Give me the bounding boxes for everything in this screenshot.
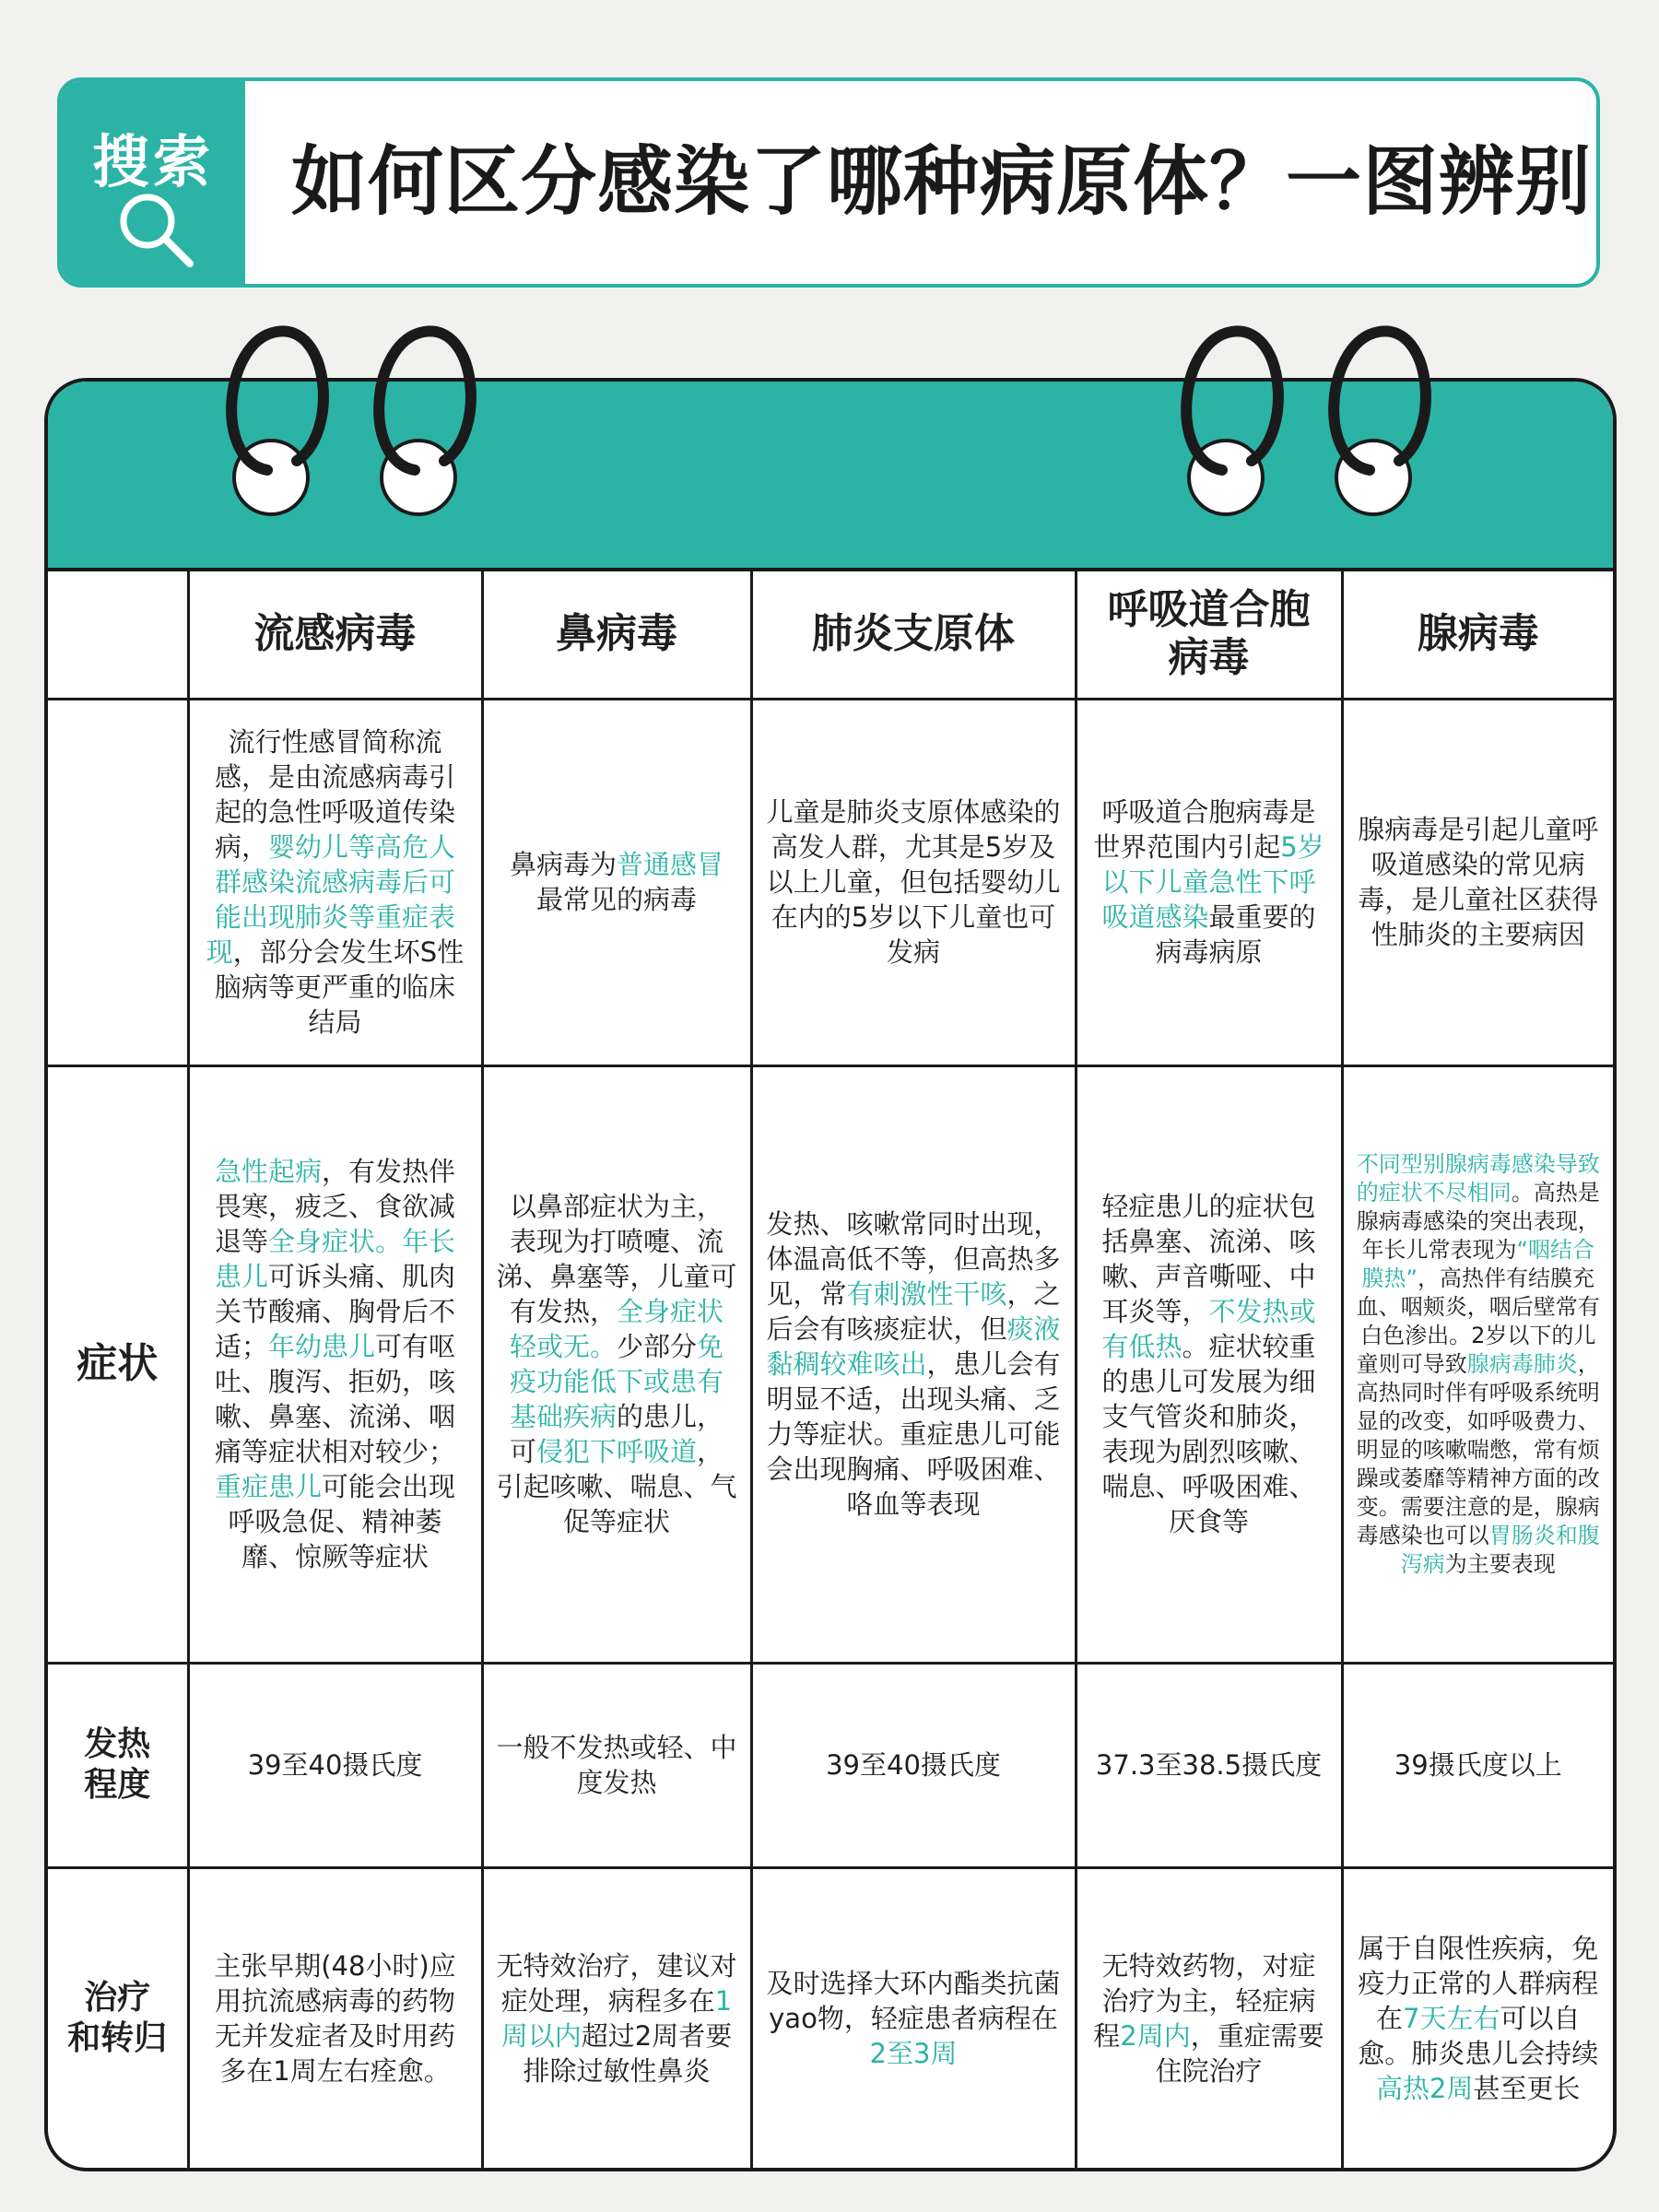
cell-text: 流行性感冒简称流 bbox=[228, 726, 442, 758]
column-header-line: 流感病毒 bbox=[253, 610, 417, 658]
table-cell bbox=[1342, 699, 1613, 1065]
cell-text: 症患儿可能会出现 bbox=[766, 1418, 1061, 1485]
cell-text: 生坏S性脑病等更严 bbox=[214, 936, 465, 1003]
cell-text: 及时选择大环内酯 bbox=[766, 1967, 981, 1999]
cell-text: 痊愈。 bbox=[370, 2054, 451, 2087]
cell-text: 应用抗流感病毒的 bbox=[214, 1949, 456, 2017]
row-header bbox=[48, 1663, 188, 1867]
highlight-text: 儿 bbox=[348, 1331, 376, 1362]
cell-text: 咳嗽、喘息、呼吸 bbox=[1101, 1436, 1316, 1502]
cell-text: 排除过敏性鼻炎 bbox=[523, 2054, 711, 2087]
cell-text: 无特效治疗，建议对 bbox=[496, 1949, 737, 1982]
highlight-text: 年幼患 bbox=[267, 1331, 348, 1362]
header-row bbox=[48, 571, 1613, 699]
highlight-text: 胃肠炎和腹泻病 bbox=[1400, 1522, 1600, 1577]
cell-text: 充血、咽颊炎，咽后壁 bbox=[1356, 1265, 1594, 1320]
table-cell bbox=[188, 1065, 482, 1663]
cell-text: 痛、肌肉关节酸痛、 bbox=[214, 1261, 456, 1327]
cell-text: 最常见的病毒 bbox=[535, 884, 697, 915]
table-cell bbox=[188, 699, 482, 1065]
highlight-text: 高热2周 bbox=[1376, 2072, 1474, 2104]
row-header bbox=[48, 699, 188, 1065]
highlight-text: 全身症状。 bbox=[267, 1226, 402, 1257]
cell-text: 染病， bbox=[214, 796, 456, 863]
cell-text: 37.3至38.5摄氏度 bbox=[1095, 1749, 1323, 1781]
cell-text: 童，但包括婴幼儿在 bbox=[771, 866, 1061, 933]
table-cell bbox=[751, 1867, 1076, 2168]
highlight-text: 痰液黏 bbox=[766, 1313, 1061, 1380]
table-cell bbox=[751, 699, 1076, 1065]
highlight-text: 膜热” bbox=[1361, 1265, 1418, 1291]
table-cell bbox=[482, 1663, 751, 1867]
cell-text: 一般不发热或轻、中 bbox=[496, 1732, 737, 1763]
magnifier-icon bbox=[116, 190, 195, 269]
cell-text: 为细支气管炎和 bbox=[1101, 1366, 1316, 1432]
cell-text: 群病程在 bbox=[1376, 1967, 1599, 2034]
cell-text: ，有发热 bbox=[321, 1156, 429, 1187]
row-header-line: 程度 bbox=[84, 1766, 151, 1804]
row-header-line: 发热 bbox=[84, 1725, 151, 1763]
cell-text: 疗为主，轻症病程 bbox=[1093, 1984, 1316, 2052]
cell-text: 的患儿， bbox=[617, 1401, 724, 1432]
cell-text: ，高热同时 bbox=[1356, 1350, 1600, 1406]
table-cell bbox=[751, 1065, 1076, 1663]
cell-text: 度发热 bbox=[576, 1767, 657, 1798]
highlight-text: 病毒肺炎 bbox=[1488, 1350, 1578, 1377]
cell-text: 困难、厌食等 bbox=[1168, 1471, 1316, 1537]
cell-text: 肺炎，表现为剧烈 bbox=[1101, 1401, 1316, 1467]
cell-text: 童社区获得性肺 bbox=[1371, 884, 1599, 950]
binder-ring-icon bbox=[1316, 323, 1441, 516]
highlight-text: 导致的症状不尽相 bbox=[1356, 1150, 1600, 1206]
table-cell bbox=[1076, 1867, 1342, 2168]
highlight-text: 重症患儿 bbox=[214, 1471, 322, 1502]
highlight-text: 7天左右 bbox=[1403, 2002, 1500, 2034]
highlight-text: 周内 bbox=[1136, 2019, 1191, 2052]
cell-text: 显的咳嗽喘憋，常有 bbox=[1378, 1436, 1578, 1463]
cell-text: 原 bbox=[1235, 936, 1263, 968]
cell-text: 症处理，病程多在 bbox=[500, 1984, 715, 2017]
highlight-text: 免 bbox=[697, 1331, 724, 1362]
cell-text: 染的突出表现，年长 bbox=[1361, 1207, 1600, 1263]
cell-text: ， bbox=[697, 1436, 724, 1467]
cell-text: 类抗菌yao物，轻症 bbox=[769, 1967, 1061, 2034]
binder-ring-icon bbox=[361, 323, 487, 516]
cell-text: 下的儿童则可导致 bbox=[1356, 1322, 1596, 1377]
cell-text: 起的急性呼吸道传 bbox=[214, 796, 429, 828]
cell-text: 涕、鼻塞等，儿童可 bbox=[496, 1261, 737, 1292]
table-cell bbox=[751, 1663, 1076, 1867]
cell-text: 可发病 bbox=[886, 901, 1056, 968]
cell-text: 面的改变。需要注意 bbox=[1356, 1465, 1600, 1520]
highlight-text: 婴幼儿等高危 bbox=[267, 831, 429, 863]
cell-text: 胸骨后不适； bbox=[214, 1296, 456, 1362]
comparison-table bbox=[48, 571, 1613, 2168]
highlight-text: 普通感冒 bbox=[617, 849, 724, 880]
column-header-line: 肺炎支原体 bbox=[812, 610, 1015, 658]
cell-text: 咳痰症状，但 bbox=[846, 1313, 1007, 1345]
cell-text: 咳嗽、声音嘶哑、 bbox=[1101, 1226, 1316, 1292]
highlight-text: 或有低热 bbox=[1101, 1296, 1316, 1362]
cell-text: 免疫力正常的人 bbox=[1358, 1932, 1599, 1999]
cell-text: 伴畏寒，疲乏、食欲 bbox=[214, 1156, 456, 1222]
highlight-text: 急性起病 bbox=[214, 1156, 322, 1187]
cell-text: 可能会出现呼吸急 bbox=[228, 1471, 456, 1537]
cell-text: 最重要的病毒病 bbox=[1155, 901, 1316, 968]
cell-text: 药物无并发症者及 bbox=[214, 1984, 456, 2052]
highlight-text: “咽结合 bbox=[1516, 1236, 1594, 1263]
column-header bbox=[188, 571, 482, 699]
highlight-text: 激性干咳 bbox=[900, 1278, 1007, 1310]
cell-text: 患者病程在 bbox=[924, 2002, 1058, 2034]
cell-text: 可 bbox=[509, 1436, 536, 1467]
row-header-line: 治疗 bbox=[84, 1978, 151, 2017]
cell-text: 减退等 bbox=[214, 1191, 456, 1257]
cell-text: 39摄氏度以上 bbox=[1394, 1749, 1562, 1781]
cell-text: 为主要表现 bbox=[1444, 1550, 1556, 1577]
cell-text: 发热、咳嗽常同时出 bbox=[766, 1208, 1007, 1240]
table-cell bbox=[482, 1065, 751, 1663]
cell-text: 引起咳嗽、喘息、气 bbox=[496, 1471, 737, 1502]
cell-text: 现，体温高低不等， bbox=[766, 1208, 1061, 1275]
cell-text: 无特效药物，对症治 bbox=[1101, 1949, 1316, 2017]
cell-text: 时用药多在1周左右 bbox=[219, 2019, 456, 2087]
highlight-text: 不发热 bbox=[1208, 1296, 1289, 1327]
cell-text: ，高热伴有结膜 bbox=[1417, 1265, 1572, 1291]
column-header bbox=[1342, 571, 1613, 699]
table-cell bbox=[482, 1867, 751, 2168]
highlight-text: 稠较难咳出 bbox=[793, 1348, 927, 1380]
column-header bbox=[1076, 571, 1342, 699]
cell-text: 甚至更长 bbox=[1473, 2072, 1581, 2104]
cell-text: 重的患儿可发展 bbox=[1101, 1331, 1316, 1397]
row-header bbox=[48, 1867, 188, 2168]
cell-text: 包括鼻塞、流涕、 bbox=[1101, 1191, 1316, 1257]
cell-text: 表现为打喷嚏、流 bbox=[509, 1226, 724, 1257]
cell-text: 超过2周者要 bbox=[581, 2019, 733, 2052]
highlight-text: 周以内 bbox=[500, 2019, 582, 2052]
cell-text: 属于自限性疾病， bbox=[1358, 1932, 1572, 1964]
cell-text: 流涕、咽痛等症状 bbox=[214, 1401, 456, 1467]
cell-text: 相对较少； bbox=[322, 1436, 456, 1467]
calendar-card bbox=[44, 378, 1617, 2171]
cell-text: 可以自愈。肺炎患 bbox=[1358, 2002, 1581, 2069]
cell-text: 拒奶，咳嗽、鼻塞、 bbox=[214, 1366, 456, 1432]
column-header-line: 鼻病毒 bbox=[556, 610, 677, 658]
cell-text: 。症状较 bbox=[1182, 1331, 1289, 1362]
cell-text: 常有白色渗出。2岁以 bbox=[1360, 1293, 1600, 1348]
highlight-text: 有刺 bbox=[846, 1278, 900, 1310]
highlight-text: 全身症状 bbox=[617, 1296, 724, 1327]
highlight-text: 5岁以下儿童急 bbox=[1101, 831, 1324, 898]
cell-text: 童呼吸道感染的 bbox=[1371, 814, 1599, 880]
cell-text: 。高热是腺病毒感 bbox=[1356, 1179, 1600, 1234]
cell-text: 重的临床结局 bbox=[308, 971, 456, 1038]
cell-text: 鼻病毒为 bbox=[509, 849, 617, 880]
highlight-text: 年长患儿 bbox=[214, 1226, 456, 1292]
column-header bbox=[482, 571, 751, 699]
cell-text: 呼吸道合胞病毒 bbox=[1101, 796, 1289, 828]
highlight-text: 不同型别腺病毒感染 bbox=[1356, 1150, 1556, 1177]
cell-text: 有明显不适，出现头 bbox=[766, 1348, 1061, 1415]
highlight-text: 性下呼吸道感染 bbox=[1101, 866, 1316, 933]
cell-text: 腺病毒是引起儿 bbox=[1358, 814, 1546, 845]
cell-text: 其是5岁及以上儿 bbox=[766, 831, 1056, 898]
table-cell bbox=[188, 1663, 482, 1867]
cell-text: 起 bbox=[1253, 831, 1281, 863]
cell-text: 的是，腺病毒感染也 bbox=[1356, 1493, 1600, 1548]
cell-text: 感染的高发人群，尤 bbox=[771, 796, 1061, 863]
cell-text: 治疗 bbox=[1208, 2054, 1263, 2087]
cell-text: 儿常表现为 bbox=[1406, 1236, 1517, 1263]
cell-text: 是世界范围内引 bbox=[1093, 796, 1316, 863]
row-header-line: 症状 bbox=[76, 1340, 159, 1387]
cell-text: 轻症患儿的症状 bbox=[1101, 1191, 1289, 1222]
cell-text: 中耳炎等， bbox=[1101, 1261, 1316, 1327]
cell-text: 39至40摄氏度 bbox=[826, 1749, 1001, 1781]
cell-text: 可有呕吐、腹泻、 bbox=[214, 1331, 456, 1397]
highlight-text: 轻或无。 bbox=[509, 1331, 617, 1362]
binder-ring-icon bbox=[214, 323, 339, 516]
cell-text: 感，是由流感病毒引 bbox=[214, 761, 455, 793]
cell-text: 等症状 bbox=[348, 1541, 429, 1572]
cell-text: 有发热， bbox=[509, 1296, 617, 1327]
row-header-line: 和转归 bbox=[67, 2018, 168, 2057]
table-cell bbox=[1076, 1065, 1342, 1663]
cell-text: 常见病毒，是儿 bbox=[1358, 849, 1585, 915]
cell-text: 促、精神萎靡、惊厥 bbox=[241, 1506, 442, 1572]
highlight-text: 基础疾病 bbox=[509, 1401, 617, 1432]
table-cell bbox=[1342, 1065, 1613, 1663]
highlight-text: 后可能出现肺炎等 bbox=[214, 866, 456, 933]
highlight-text: 侵犯下呼吸道 bbox=[535, 1436, 697, 1467]
column-header-line: 腺病毒 bbox=[1417, 610, 1539, 658]
cell-text: 可诉头 bbox=[267, 1261, 348, 1292]
cell-text: ，重症需要住院 bbox=[1155, 2019, 1324, 2087]
cell-text: 儿童是肺炎支原体 bbox=[766, 796, 981, 828]
table-cell bbox=[482, 699, 751, 1065]
table-cell bbox=[188, 1867, 482, 2168]
corner-cell bbox=[48, 571, 188, 699]
cell-text: 伴有呼吸系统明显的 bbox=[1356, 1379, 1600, 1434]
binder-ring-icon bbox=[1169, 323, 1294, 516]
table-cell bbox=[1076, 699, 1342, 1065]
cell-text: 改变，如呼吸费力、明 bbox=[1356, 1407, 1600, 1463]
table-row-fever bbox=[48, 1663, 1613, 1867]
highlight-text: 人群感染流感病毒 bbox=[214, 831, 456, 898]
cell-text: 炎的主要病因 bbox=[1424, 919, 1585, 950]
table-cell bbox=[1076, 1663, 1342, 1867]
table-row-symptoms bbox=[48, 1065, 1613, 1663]
column-header bbox=[751, 571, 1076, 699]
search-banner bbox=[57, 77, 1600, 288]
cell-text: 可以 bbox=[1444, 1522, 1489, 1548]
highlight-text: 同 bbox=[1488, 1179, 1512, 1206]
cell-text: 痛、乏力等症状。重 bbox=[766, 1383, 1061, 1450]
cell-text: 血等表现 bbox=[873, 1488, 981, 1520]
cell-text: 少部分 bbox=[616, 1331, 697, 1362]
cell-text: 烦躁或萎靡等精神方 bbox=[1356, 1436, 1600, 1491]
cell-text: 儿会持续 bbox=[1491, 2037, 1599, 2069]
highlight-text: 疫功能低下或患有 bbox=[509, 1366, 724, 1397]
table-cell bbox=[1342, 1867, 1613, 2168]
search-tab-label: 搜索 bbox=[91, 128, 214, 195]
highlight-text: 腺 bbox=[1466, 1350, 1489, 1377]
column-header-line: 病毒 bbox=[1168, 634, 1250, 682]
cell-text: 主张早期(48小时) bbox=[214, 1949, 429, 1982]
row-header bbox=[48, 1065, 188, 1663]
cell-text: ，患儿会 bbox=[926, 1348, 1034, 1380]
cell-text: ，之后会有 bbox=[766, 1278, 1061, 1345]
highlight-text: 重症表现 bbox=[206, 901, 456, 968]
table-cell bbox=[1342, 1663, 1613, 1867]
cell-text: 促等症状 bbox=[562, 1506, 670, 1537]
cell-text: ，部分会发 bbox=[232, 936, 367, 968]
cell-text: 但高热多见，常 bbox=[766, 1243, 1061, 1310]
cell-text: 胸痛、呼吸困难、咯 bbox=[846, 1453, 1061, 1520]
cell-text: 内的5岁以下儿童也 bbox=[797, 901, 1030, 933]
highlight-text: 1 bbox=[714, 1984, 733, 2017]
highlight-text: 2 bbox=[1120, 2019, 1137, 2052]
search-tab[interactable] bbox=[61, 81, 245, 284]
highlight-text: 2至3周 bbox=[869, 2037, 958, 2069]
table-row-treatment bbox=[48, 1867, 1613, 2168]
cell-text: 以鼻部症状为主， bbox=[509, 1191, 724, 1222]
page-title: 如何区分感染了哪种病原体？一图辨别 bbox=[291, 138, 1593, 226]
column-header-line: 呼吸道合胞 bbox=[1107, 586, 1311, 634]
cell-text: 39至40摄氏度 bbox=[247, 1749, 423, 1781]
table-row-overview bbox=[48, 699, 1613, 1065]
